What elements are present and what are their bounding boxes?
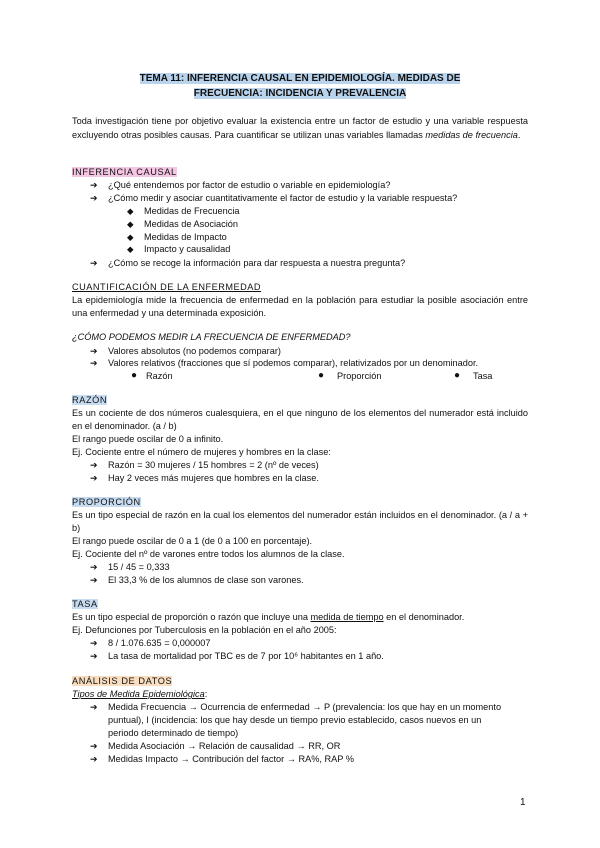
diamond-bullet-icon: ◆: [127, 244, 134, 254]
arrow-icon: ➔: [90, 180, 98, 190]
tasa-b2: La tasa de mortalidad por TBC es de 7 por 10⁶ habitantes en 1 año.: [108, 651, 384, 661]
razon-b2: Hay 2 veces más mujeres que hombres en la clase.: [108, 473, 319, 483]
como-medir-b2: Valores relativos (fracciones que sí podemos comparar), relativizados por un denominador.: [108, 358, 479, 368]
diamond-bullet-icon: ◆: [127, 219, 134, 229]
arrow-icon: ➔: [90, 741, 98, 751]
cuantificacion-heading: CUANTIFICACIÓN DE LA ENFERMEDAD: [72, 282, 262, 292]
arrow-icon: ➔: [90, 575, 98, 585]
arrow-icon: ➔: [90, 258, 98, 268]
type-tasa: Tasa: [473, 371, 493, 381]
analisis-b1-l2: puntual), I (incidencia: los que hay desde un tiempo previo establecido, casos nuevos en un: [108, 715, 482, 725]
como-medir-heading: ¿CÓMO PODEMOS MEDIR LA FRECUENCIA DE ENFERMEDAD?: [72, 332, 351, 342]
proporcion-b2: El 33,3 % de los alumnos de clase son varones.: [108, 575, 304, 585]
title-line-1: TEMA 11: INFERENCIA CAUSAL EN EPIDEMIOLOGÍA. MEDIDAS DE: [139, 73, 461, 84]
analisis-b3: Medidas Impacto → Contribución del factor → RA%, RAP %: [108, 754, 354, 764]
arrow-icon: ➔: [90, 651, 98, 661]
arrow-icon: ➔: [90, 346, 98, 356]
como-medir-b1: Valores absolutos (no podemos comparar): [108, 346, 281, 356]
arrow-icon: ➔: [90, 193, 98, 203]
page-title: [72, 72, 528, 101]
diamond-bullet-icon: ◆: [127, 232, 134, 242]
tasa-text: Es un tipo especial de proporción o razón que incluye una medida de tiempo en el denominador.: [72, 612, 465, 622]
tasa-b1: 8 / 1.076.635 = 0,000007: [108, 638, 211, 648]
inferencia-sub-3: Medidas de Impacto: [144, 232, 227, 242]
type-razon: Razón: [146, 371, 173, 381]
arrow-icon: ➔: [90, 358, 98, 368]
intro-paragraph: Toda investigación tiene por objetivo evaluar la existencia entre un factor de estudio y una variable respuesta excluyendo otras posibles causas. Para cuantificar se utilizan unas variables llamadas medidas de frecuencia.: [72, 116, 528, 140]
proporcion-ejemplo: Ej. Cociente del nº de varones entre todos los alumnos de la clase.: [72, 549, 345, 559]
razon-rango: El rango puede oscilar de 0 a infinito.: [72, 434, 224, 444]
proporcion-text: Es un tipo especial de razón en la cual los elementos del numerador están incluidos en el denominador. (a / a + b): [72, 510, 528, 533]
inferencia-heading: INFERENCIA CAUSAL: [72, 167, 177, 177]
razon-b1: Razón = 30 mujeres / 15 hombres = 2 (nº de veces): [108, 460, 319, 470]
page-number: 1: [520, 797, 526, 808]
inferencia-sub-2: Medidas de Asociación: [144, 219, 238, 229]
analisis-b2: Medida Asociación → Relación de causalidad → RR, OR: [108, 741, 341, 751]
inferencia-q3: ¿Cómo se recoge la información para dar respuesta a nuestra pregunta?: [108, 258, 406, 268]
arrow-icon: ➔: [90, 460, 98, 470]
type-proporcion: Proporción: [337, 371, 382, 381]
analisis-b1-l1: Medida Frecuencia → Ocurrencia de enfermedad → P (prevalencia: los que hay en un momento: [108, 702, 502, 712]
analisis-heading: ANÁLISIS DE DATOS: [72, 676, 173, 686]
analisis-b1-l3: periodo determinado de tiempo): [108, 728, 239, 738]
title-line-2: FRECUENCIA: INCIDENCIA Y PREVALENCIA: [193, 87, 407, 99]
razon-text: Es un cociente de dos números cualesquiera, en el que ninguno de los elementos del numerador está incluido en el denominador. (a / b): [72, 408, 528, 431]
arrow-icon: ➔: [90, 638, 98, 648]
proporcion-rango: El rango puede oscilar de 0 a 1 (de 0 a 100 en porcentaje).: [72, 536, 313, 546]
proporcion-b1: 15 / 45 = 0,333: [108, 562, 170, 572]
inferencia-q1: ¿Qué entendemos por factor de estudio o variable en epidemiología?: [108, 180, 391, 190]
tasa-heading: TASA: [72, 599, 98, 609]
diamond-bullet-icon: ◆: [127, 206, 134, 216]
razon-heading: RAZÓN: [72, 395, 108, 405]
razon-ejemplo: Ej. Cociente entre el número de mujeres y hombres en la clase:: [72, 447, 331, 457]
arrow-icon: ➔: [90, 473, 98, 483]
analisis-subheading: Tipos de Medida Epidemiológica:: [72, 689, 208, 699]
inferencia-sub-4: Impacto y causalidad: [144, 244, 231, 254]
bullet-dot-icon: ●: [318, 370, 325, 381]
arrow-icon: ➔: [90, 702, 98, 712]
arrow-icon: ➔: [90, 754, 98, 764]
arrow-icon: ➔: [90, 562, 98, 572]
cuantificacion-text: La epidemiología mide la frecuencia de enfermedad en la población para estudiar la posible asociación entre una enfermedad y una determinada exposición.: [72, 295, 528, 318]
inferencia-sub-1: Medidas de Frecuencia: [144, 206, 240, 216]
bullet-dot-icon: ●: [131, 370, 138, 381]
inferencia-q2: ¿Cómo medir y asociar cuantitativamente el factor de estudio y la variable respuesta?: [108, 193, 458, 203]
proporcion-heading: PROPORCIÓN: [72, 497, 141, 507]
bullet-dot-icon: ●: [454, 370, 461, 381]
tasa-ejemplo: Ej. Defunciones por Tuberculosis en la población en el año 2005:: [72, 625, 337, 635]
